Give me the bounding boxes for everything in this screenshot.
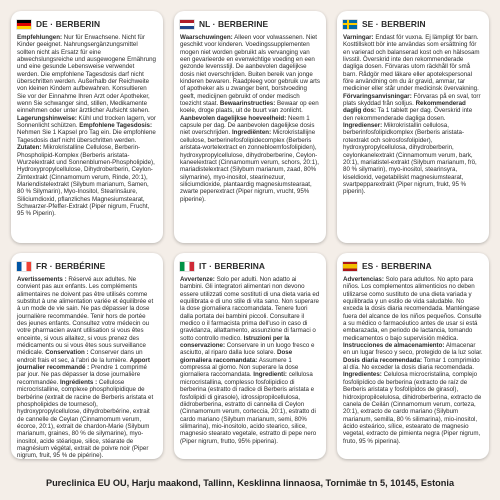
label-grid <box>11 11 489 459</box>
section-label: Advertencias: <box>343 276 384 283</box>
card-text <box>180 276 320 445</box>
section-label: Ingredienti: <box>253 371 287 379</box>
section-text: Alleen voor volwassenen. Niet geschikt voor kinderen. Voedingssupplementen mogen niet worden gebruikt als vervanging van een gevarieerde en evenwichtige voeding en een gezonde levensstijl. De aanbevolen dagelijkse dosis niet overschrijden. Buiten bereik van jonge kinderen bewaren. Raadpleeg voor gebruik uw arts of apotheker als u zwanger bent, borstvoeding geeft, medicijnen gebruikt of onder medisch toezicht staat. <box>180 34 320 108</box>
section-label: Waarschuwingen: <box>180 34 233 41</box>
section-text: cellulosa microcristallina, complesso fosfolipidico di berberina (estratto di radice di Berberis aristata e fosfolipidi di girasole), idrossipropilcellulosa, diidroberberina, estratto di cannella di Ceylon (Cinnamomum verum, corteccia, 20:1), estratto di cardo mariano (Silybum marianum, semi, 80% silimarina), mio-inositolo, acido stearico, silice, magnesio stearato vegetale, estratto di pepe nero (Piper nigrum, frutto, 95% piperina). <box>180 371 317 445</box>
card-header <box>343 259 483 273</box>
italian-flag-icon <box>180 262 194 271</box>
section-text: Conservare in un luogo fresco e asciutto, al riparo dalla luce solare. <box>180 342 315 357</box>
section-text: Réservé aux adultes. Ne convient pas aux enfants. Les compléments alimentaires ne doivent pas être utilisés comme substitut à une alimentation variée et équilibrée et à un mode de vie sain. Ne pas dépasser la dose journalière recommandée. Tenir hors de portée des jeunes enfants. Consultez votre médecin ou votre pharmacien avant utilisation si vous êtes enceinte, si vous allaitez, si vous prenez des médicaments ou si vous êtes sous surveillance médicale. <box>17 276 154 357</box>
section-label: Lagerungshinweise: <box>17 114 77 122</box>
dutch-flag-icon <box>180 20 194 29</box>
section-text: Conserver dans un endroit frais et sec, à l'abri de la lumière. <box>17 349 143 364</box>
card-header <box>180 17 320 31</box>
section-label: Istruzioni per la conservazione: <box>180 334 290 350</box>
company-address-footer: Pureclinica EU OU, Harju maakond, Tallinn, Kesklinna linnaosa, Tornimäe tn 5, 10145, Estonia <box>45 478 455 488</box>
section-text: Solo para adultos. No apto para niños. Los complementos alimenticios no deben utilizarse como sustituto de una dieta variada y equilibrada y un estilo de vida saludable. No exceda la dosis diaria recomendada. Manténgase fuera del alcance de los niños pequeños. Consulte a su médico o farmacéutico antes de usar si está embarazada, en periodo de lactancia, tomando medicamentos o bajo supervisión médica. <box>343 276 482 342</box>
swedish-flag-icon <box>343 20 357 29</box>
card-text <box>180 34 320 203</box>
card-title: IT · BERBERINA <box>199 261 266 271</box>
card-header <box>343 17 483 31</box>
section-text: Tomar 1 comprimido al día. No exceder la dosis diaria recomendada. <box>343 356 480 372</box>
section-text: Assumere 1 compressa al giorno. Non superare la dose giornaliera raccomandata. <box>180 356 299 379</box>
section-text: Ta 1 tablett per dag. Överskrid inte den rekommenderade dagliga dosen. <box>343 107 473 122</box>
section-label: Conservation : <box>45 349 89 357</box>
card-se <box>337 11 489 243</box>
card-nl <box>174 11 326 243</box>
section-label: Avertissements : <box>17 276 67 283</box>
card-title: SE · BERBERIN <box>362 19 426 29</box>
card-text <box>343 34 483 196</box>
section-label: Rekommenderad daglig dos: <box>343 100 466 115</box>
section-label: Dosis diaria recomendada: <box>343 356 423 364</box>
section-text: Prendre 1 comprimé par jour. Ne pas dépasser la dose journalière recommandée. <box>17 364 147 386</box>
card-de <box>11 11 163 243</box>
card-title: DE · BERBERIN <box>36 19 101 29</box>
section-text: Cellulose microcristalline, complexe phospholipidique de berbérine (extrait de racine de Berberis aristata et phospholipides de tournesol), hydroxypropylcellulose, dihydroberbérine, extrait de cannelle de Ceylan (Cinnamomum verum, écorce, 20:1), extrait de chardon-Marie (Silybum marianum, graines, 80 % de silymarine), myo-inositol, acide stéarique, silice, stéarate de magnésium végétal, extrait de poivre noir (Piper nigrum, fruit, 95 % de pipérine). <box>17 378 154 459</box>
card-header <box>17 259 157 273</box>
section-label: Förvaringsanvisningar: <box>343 92 412 100</box>
section-label: Aanbevolen dagelijkse hoeveelheid: <box>180 114 287 122</box>
section-text: Microkristallijne cellulose, berberinefosfolipidecomplex (Berberis aristata-wortelextract en zonnebloemfosfolipiden), hydroxypropylcellulose, dihydroberberine, Ceylon-kaneelextract (Cinnamomum verum, schors, 20:1), mariadistelextract (Silybum marianum, zaad, 80% silymarine), myo-inositol, stearinezuur, siliciumdioxide, plantaardig magnesiumstearaat, zwarte peperextract (Piper nigrum, vrucht, 95% piperine). <box>180 129 319 203</box>
section-label: Apport journalier recommandé : <box>17 356 150 372</box>
section-text: Förvaras på en sval, torr plats skyddad från solljus. <box>343 92 481 108</box>
card-it <box>174 253 326 459</box>
section-label: Zutaten: <box>17 144 42 152</box>
section-text: Almacenar en un lugar fresco y seco, protegido de la luz solar. <box>343 342 483 357</box>
section-label: Instrucciones de almacenamiento: <box>343 342 445 350</box>
card-text <box>17 34 157 218</box>
card-title: NL · BERBERINE <box>199 19 269 29</box>
spanish-flag-icon <box>343 262 357 271</box>
section-text: Nehmen Sie 1 Kapsel pro Tag ein. Die empfohlene Tagesdosis darf nicht überschritten werden. <box>17 129 156 144</box>
section-text: Kühl und trocken lagern, vor Sonnenlicht schützen. <box>17 114 156 130</box>
section-label: Empfehlungen: <box>17 34 63 41</box>
section-label: Varningar: <box>343 34 374 41</box>
section-label: Ingredientes: <box>343 371 382 379</box>
card-header <box>180 259 320 273</box>
section-text: Endast för vuxna. Ej lämpligt för barn. Kosttillskott bör inte användas som ersättning för en varierad och balanserad kost och en hälsosam livsstil. Överskrid inte den rekommenderade dagliga dosen. Förvaras utom räckhåll för små barn. Rådgör med läkare eller apotekspersonal före användning om du är gravid, ammar, tar mediciner eller står under medicinsk övervakning. <box>343 34 480 93</box>
card-fr <box>11 253 163 459</box>
card-text <box>343 276 483 445</box>
section-text: Celulosa microcristalina, complejo fosfolipídico de berberina (extracto de raíz de Berberis aristata y fosfolípidos de girasol), hidroxipropilcelulosa, dihidroberberina, extracto de canela de Ceilán (Cinnamomum verum, corteza, 20:1), extracto de cardo mariano (Silybum marianum, semilla, 80 % silimarina), mio-inositol, ácido esteárico, sílice, estearato de magnesio vegetal, extracto de pimienta negra (Piper nigrum, fruto, 95 % piperina). <box>343 371 482 445</box>
section-text: Solo per adulti. Non adatto ai bambini. Gli integratori alimentari non devono essere utilizzati come sostituti di una dieta varia ed equilibrata e di uno stile di vita sano. Non superare la dose giornaliera raccomandata. Tenere fuori dalla portata dei bambini piccoli. Consultare il medico o il farmacista prima dell'uso in caso di gravidanza, allattamento, assunzione di farmaci o sotto controllo medico. <box>180 276 320 342</box>
section-text: Nur für Erwachsene. Nicht für Kinder geeignet. Nahrungsergänzungsmittel sollten nicht als Ersatz für eine abwechslungsreiche und ausgewogene Ernährung und eine gesunde Lebensweise verwendet werden. Die empfohlene Tagesdosis darf nicht überschritten werden. Außerhalb der Reichweite von kleinen Kindern aufbewahren. Konsultieren Sie vor der Einnahme Ihren Arzt oder Apotheker, wenn Sie schwanger sind, stillen, Medikamente einnehmen oder unter ärztlicher Aufsicht stehen. <box>17 34 156 115</box>
section-label: Empfohlene Tagesdosis: <box>79 122 153 130</box>
card-text <box>17 276 157 459</box>
section-text: Mikrokristallin cellulosa, berberinfosfolipidkomplex (Berberis aristata-rotextrakt och solrosfosfolipider), hydroxypropylcellulosa, dihydroberberin, ceylonkanelextrakt (Cinnamomum verum, bark, 20:1), mariatistel-extrakt (Silybum marianum, frö, 80 % silymarin), myo-inositol, stearinsyra, kiseldioxid, vegetabiliskt magnesiumstearat, svartpepparextrakt (Piper nigrum, frukt, 95 % piperin). <box>343 122 477 196</box>
section-text: Neem 1 capsule per dag. De aanbevolen dagelijkse dosis niet overschrijden. <box>180 114 315 137</box>
section-label: Ingredienser: <box>343 122 383 130</box>
section-label: Bewaarinstructies: <box>219 100 276 108</box>
section-text: Bewaar op een koele, droge plaats, uit de buurt van zonlicht. <box>180 100 319 115</box>
section-label: Ingrediënten: <box>231 129 272 137</box>
german-flag-icon <box>17 20 31 29</box>
card-title: ES · BERBERINA <box>362 261 432 271</box>
card-header <box>17 17 157 31</box>
section-label: Ingrédients : <box>60 378 98 386</box>
card-title: FR · BERBÉRINE <box>36 261 106 271</box>
french-flag-icon <box>17 262 31 271</box>
section-label: Dose giornaliera raccomandata: <box>180 349 293 364</box>
section-text: Mikrokristalline Cellulose, Berberin-Phospholipid-Komplex (Berberis aristata-Wurzelextrakt und Sonnenblumen-Phospholipide), Hydroxypropylcellulose, Dihydroberberin, Ceylon-Zimtextrakt (Cinnamomum verum, Rinde, 20:1), Mariendistelextrakt (Silybum marianum, Samen, 80 % Silymarin), Myo-Inositol, Stearinsäure, Siliciumdioxid, pflanzliches Magnesiumstearat, Schwarzer-Pfeffer-Extrakt (Piper nigrum, Frucht, 95 % Piperin). <box>17 144 155 218</box>
section-label: Avvertenze: <box>180 276 215 283</box>
card-es <box>337 253 489 459</box>
